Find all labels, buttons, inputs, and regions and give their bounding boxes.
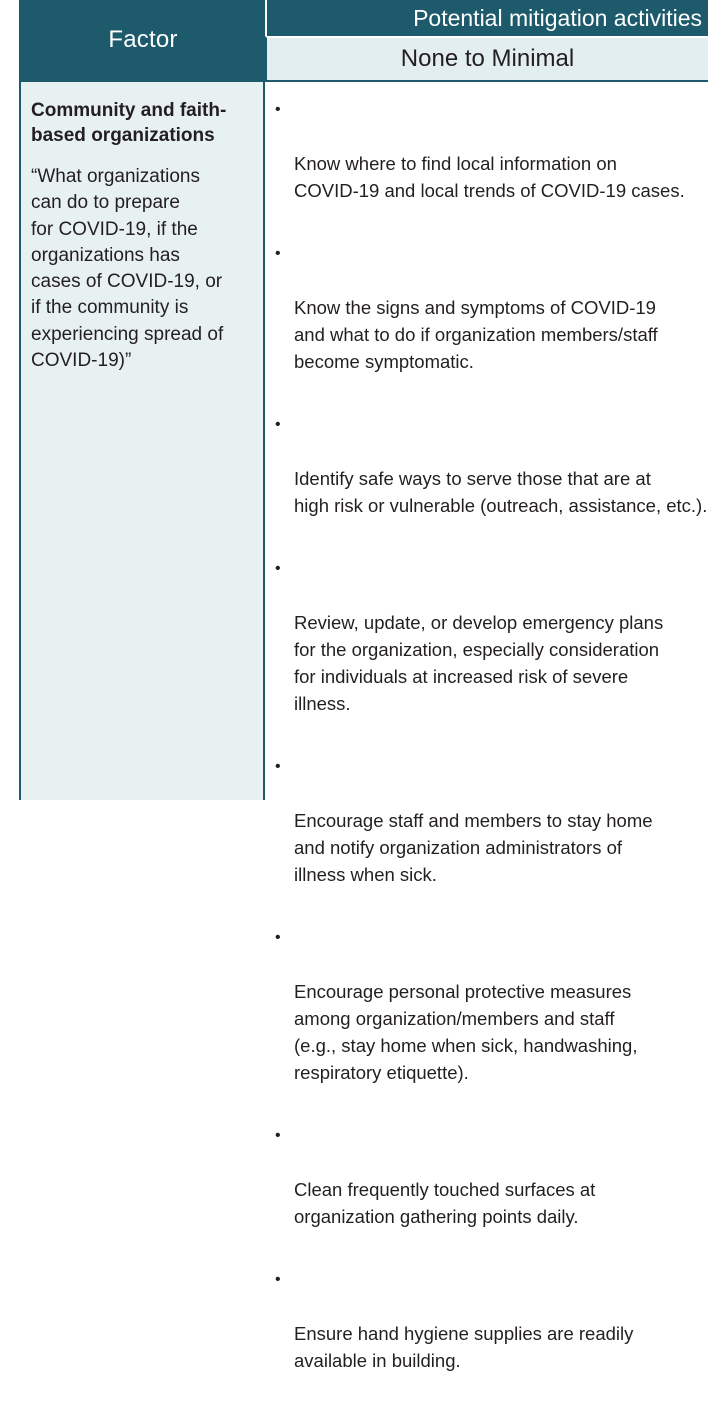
bullet-icon: • [275,560,281,577]
activity-text: Ensure hand hygiene supplies are readily available in building. [294,1323,634,1371]
bullet-icon: • [275,245,281,262]
bullet-icon: • [275,416,281,433]
factor-header-label: Factor [108,26,178,53]
level-subheader [265,36,708,80]
bullet-icon: • [275,1271,281,1288]
activity-item [272,411,708,546]
bullet-icon: • [275,1127,281,1144]
mitigation-column-header [265,0,708,36]
activity-item [272,96,708,231]
activity-text: Know where to find local information on COVID-19 and local trends of COVID-19 cases. [294,153,685,201]
level-subheader-label: None to Minimal [400,45,575,72]
factor-cell [21,82,265,800]
activity-text: Encourage personal protective measures among organization/members and staff (e.g., stay home when sick, handwashing, respiratory etiquette). [294,981,638,1083]
activity-item [272,1266,708,1401]
activity-text: Encourage staff and members to stay home and notify organization administrators of illness when sick. [294,810,653,885]
factor-quote: “What organizations can do to prepare for COVID-19, if the organizations has cases of COVID-19, or if the community is experiencing spread of COVID-19)” [31,166,224,372]
activity-item [272,753,708,915]
activity-text: Identify safe ways to serve those that are at high risk or vulnerable (outreach, assistance, etc.). [294,468,708,516]
mitigation-header-label: Potential mitigation activities [413,4,702,31]
activity-text: Know the signs and symptoms of COVID-19 and what to do if organization members/staff become symptomatic. [294,297,658,372]
bullet-icon: • [275,101,281,118]
activity-text: Review, update, or develop emergency plans for the organization, especially consideration for individuals at increased risk of severe illness. [294,612,664,714]
bullet-icon: • [275,758,281,775]
activity-item [272,555,708,744]
activity-item [272,1122,708,1257]
bullet-icon: • [275,929,281,946]
activity-item [272,240,708,402]
factor-column-header [21,0,265,80]
activity-item [272,924,708,1113]
activity-text: Clean frequently touched surfaces at organization gathering points daily. [294,1179,596,1227]
factor-title: Community and faith- based organizations [31,100,227,146]
activities-list [272,96,708,1401]
